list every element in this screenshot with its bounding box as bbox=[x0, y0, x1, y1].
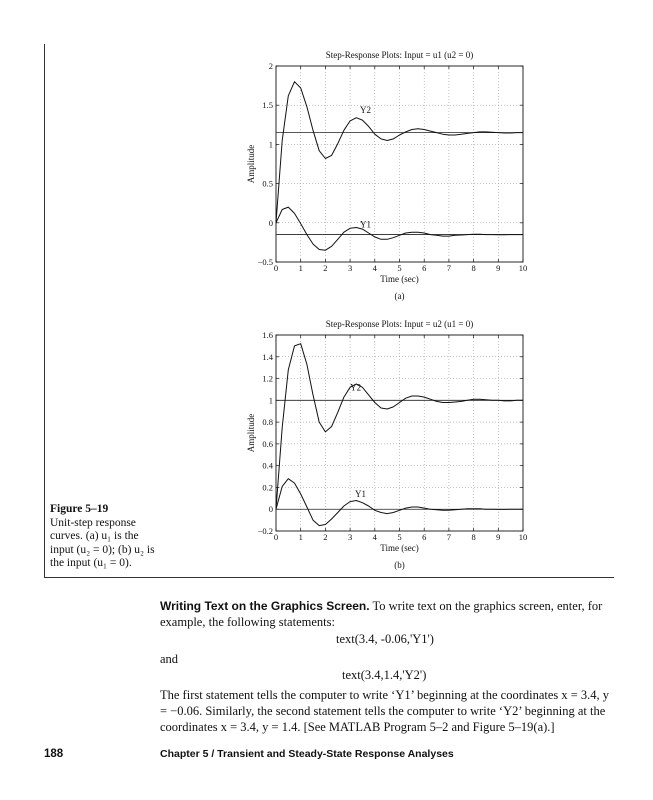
x-tick-label: 6 bbox=[422, 263, 427, 273]
figure-b-step-response-u2 bbox=[218, 311, 538, 571]
x-tick-label: 10 bbox=[518, 532, 528, 542]
x-tick-label: 1 bbox=[298, 263, 303, 273]
y-tick-label: −0.5 bbox=[257, 257, 273, 267]
y-tick-label: 0.8 bbox=[262, 417, 273, 428]
plot-frame bbox=[276, 335, 523, 531]
code-line-2: text(3.4,1.4,'Y2') bbox=[342, 668, 427, 682]
figure-sublabel: (b) bbox=[394, 560, 405, 570]
series-label-y1: Y1 bbox=[355, 489, 367, 500]
y-tick-label: 1.5 bbox=[262, 100, 273, 111]
intro-text: To write text on the graphics screen, enter, for example, the following statements: bbox=[160, 599, 603, 629]
x-axis-label: Time (sec) bbox=[380, 274, 419, 284]
y-tick-label: 1 bbox=[268, 139, 273, 150]
x-tick-label: 9 bbox=[496, 532, 501, 542]
code-line-1: text(3.4, -0.06,'Y1') bbox=[336, 632, 434, 646]
x-tick-label: 8 bbox=[471, 532, 476, 542]
x-tick-label: 0 bbox=[273, 532, 279, 542]
y-tick-label: 1.6 bbox=[262, 330, 273, 340]
y-tick-label: 0.4 bbox=[262, 460, 273, 471]
x-tick-label: 3 bbox=[347, 263, 353, 273]
margin-rule bbox=[44, 44, 45, 578]
section-intro bbox=[160, 598, 610, 630]
y-tick-label: 1 bbox=[268, 395, 273, 406]
x-tick-label: 10 bbox=[518, 263, 528, 273]
y-tick-label: 1.4 bbox=[262, 351, 273, 362]
x-tick-label: 2 bbox=[323, 263, 328, 273]
x-tick-label: 7 bbox=[446, 532, 452, 542]
y-axis-label: Amplitude bbox=[246, 413, 256, 453]
figure-caption bbox=[50, 503, 162, 571]
y-tick-label: 0.5 bbox=[262, 178, 273, 189]
figure-bottom-rule bbox=[44, 577, 614, 578]
section-heading: Writing Text on the Graphics Screen. bbox=[160, 599, 370, 613]
x-tick-label: 0 bbox=[273, 263, 279, 273]
figure-label: Figure 5–19 bbox=[50, 503, 109, 515]
x-axis-label: Time (sec) bbox=[380, 543, 419, 553]
x-tick-label: 6 bbox=[422, 532, 427, 542]
y-tick-label: 0.6 bbox=[262, 438, 273, 449]
plot-frame bbox=[276, 66, 523, 262]
y-tick-label: 2 bbox=[268, 61, 273, 71]
running-footer: Chapter 5 / Transient and Steady-State Response Analyses bbox=[160, 748, 454, 760]
y-tick-label: 0 bbox=[268, 217, 273, 228]
x-tick-label: 9 bbox=[496, 263, 501, 273]
caption-text: Unit-step response curves. (a) u₁ is the input (u₂ = 0); (b) u₂ is the input (u₁ = 0). bbox=[50, 516, 155, 569]
chart-title: Step-Response Plots: Input = u1 (u2 = 0) bbox=[325, 50, 474, 60]
figure-sublabel: (a) bbox=[394, 291, 405, 301]
series-label-y1: Y1 bbox=[359, 219, 371, 230]
chart-svg bbox=[218, 42, 538, 302]
y-tick-label: 0.2 bbox=[262, 482, 273, 493]
page-number: 188 bbox=[44, 748, 64, 760]
x-tick-label: 1 bbox=[298, 532, 303, 542]
x-tick-label: 4 bbox=[372, 532, 377, 542]
y-tick-label: −0.2 bbox=[257, 526, 273, 536]
x-tick-label: 4 bbox=[372, 263, 377, 273]
series-label-y2: Y2 bbox=[359, 105, 371, 116]
y-tick-label: 1.2 bbox=[262, 373, 273, 384]
and-word: and bbox=[160, 652, 179, 666]
x-tick-label: 3 bbox=[347, 532, 353, 542]
x-tick-label: 5 bbox=[397, 532, 402, 542]
series-label-y2: Y2 bbox=[350, 382, 362, 393]
x-tick-label: 2 bbox=[323, 532, 328, 542]
x-tick-label: 7 bbox=[446, 263, 452, 273]
explanation-paragraph: The first statement tells the computer to write ‘Y1’ beginning at the coordinates x = 3.4, y = −0.06. Similarly, the second statement tells the computer to write ‘Y2’ beginning at the coordinates x = 3.4, y = 1.4. [See MATLAB Program 5–2 and Figure 5–19(a).] bbox=[160, 688, 610, 734]
chart-svg bbox=[218, 311, 538, 571]
chart-title: Step-Response Plots: Input = u2 (u1 = 0) bbox=[325, 319, 474, 329]
y-axis-label: Amplitude bbox=[246, 144, 256, 184]
y-tick-label: 0 bbox=[268, 504, 273, 515]
x-tick-label: 8 bbox=[471, 263, 476, 273]
x-tick-label: 5 bbox=[397, 263, 402, 273]
figure-a-step-response-u1 bbox=[218, 42, 538, 302]
